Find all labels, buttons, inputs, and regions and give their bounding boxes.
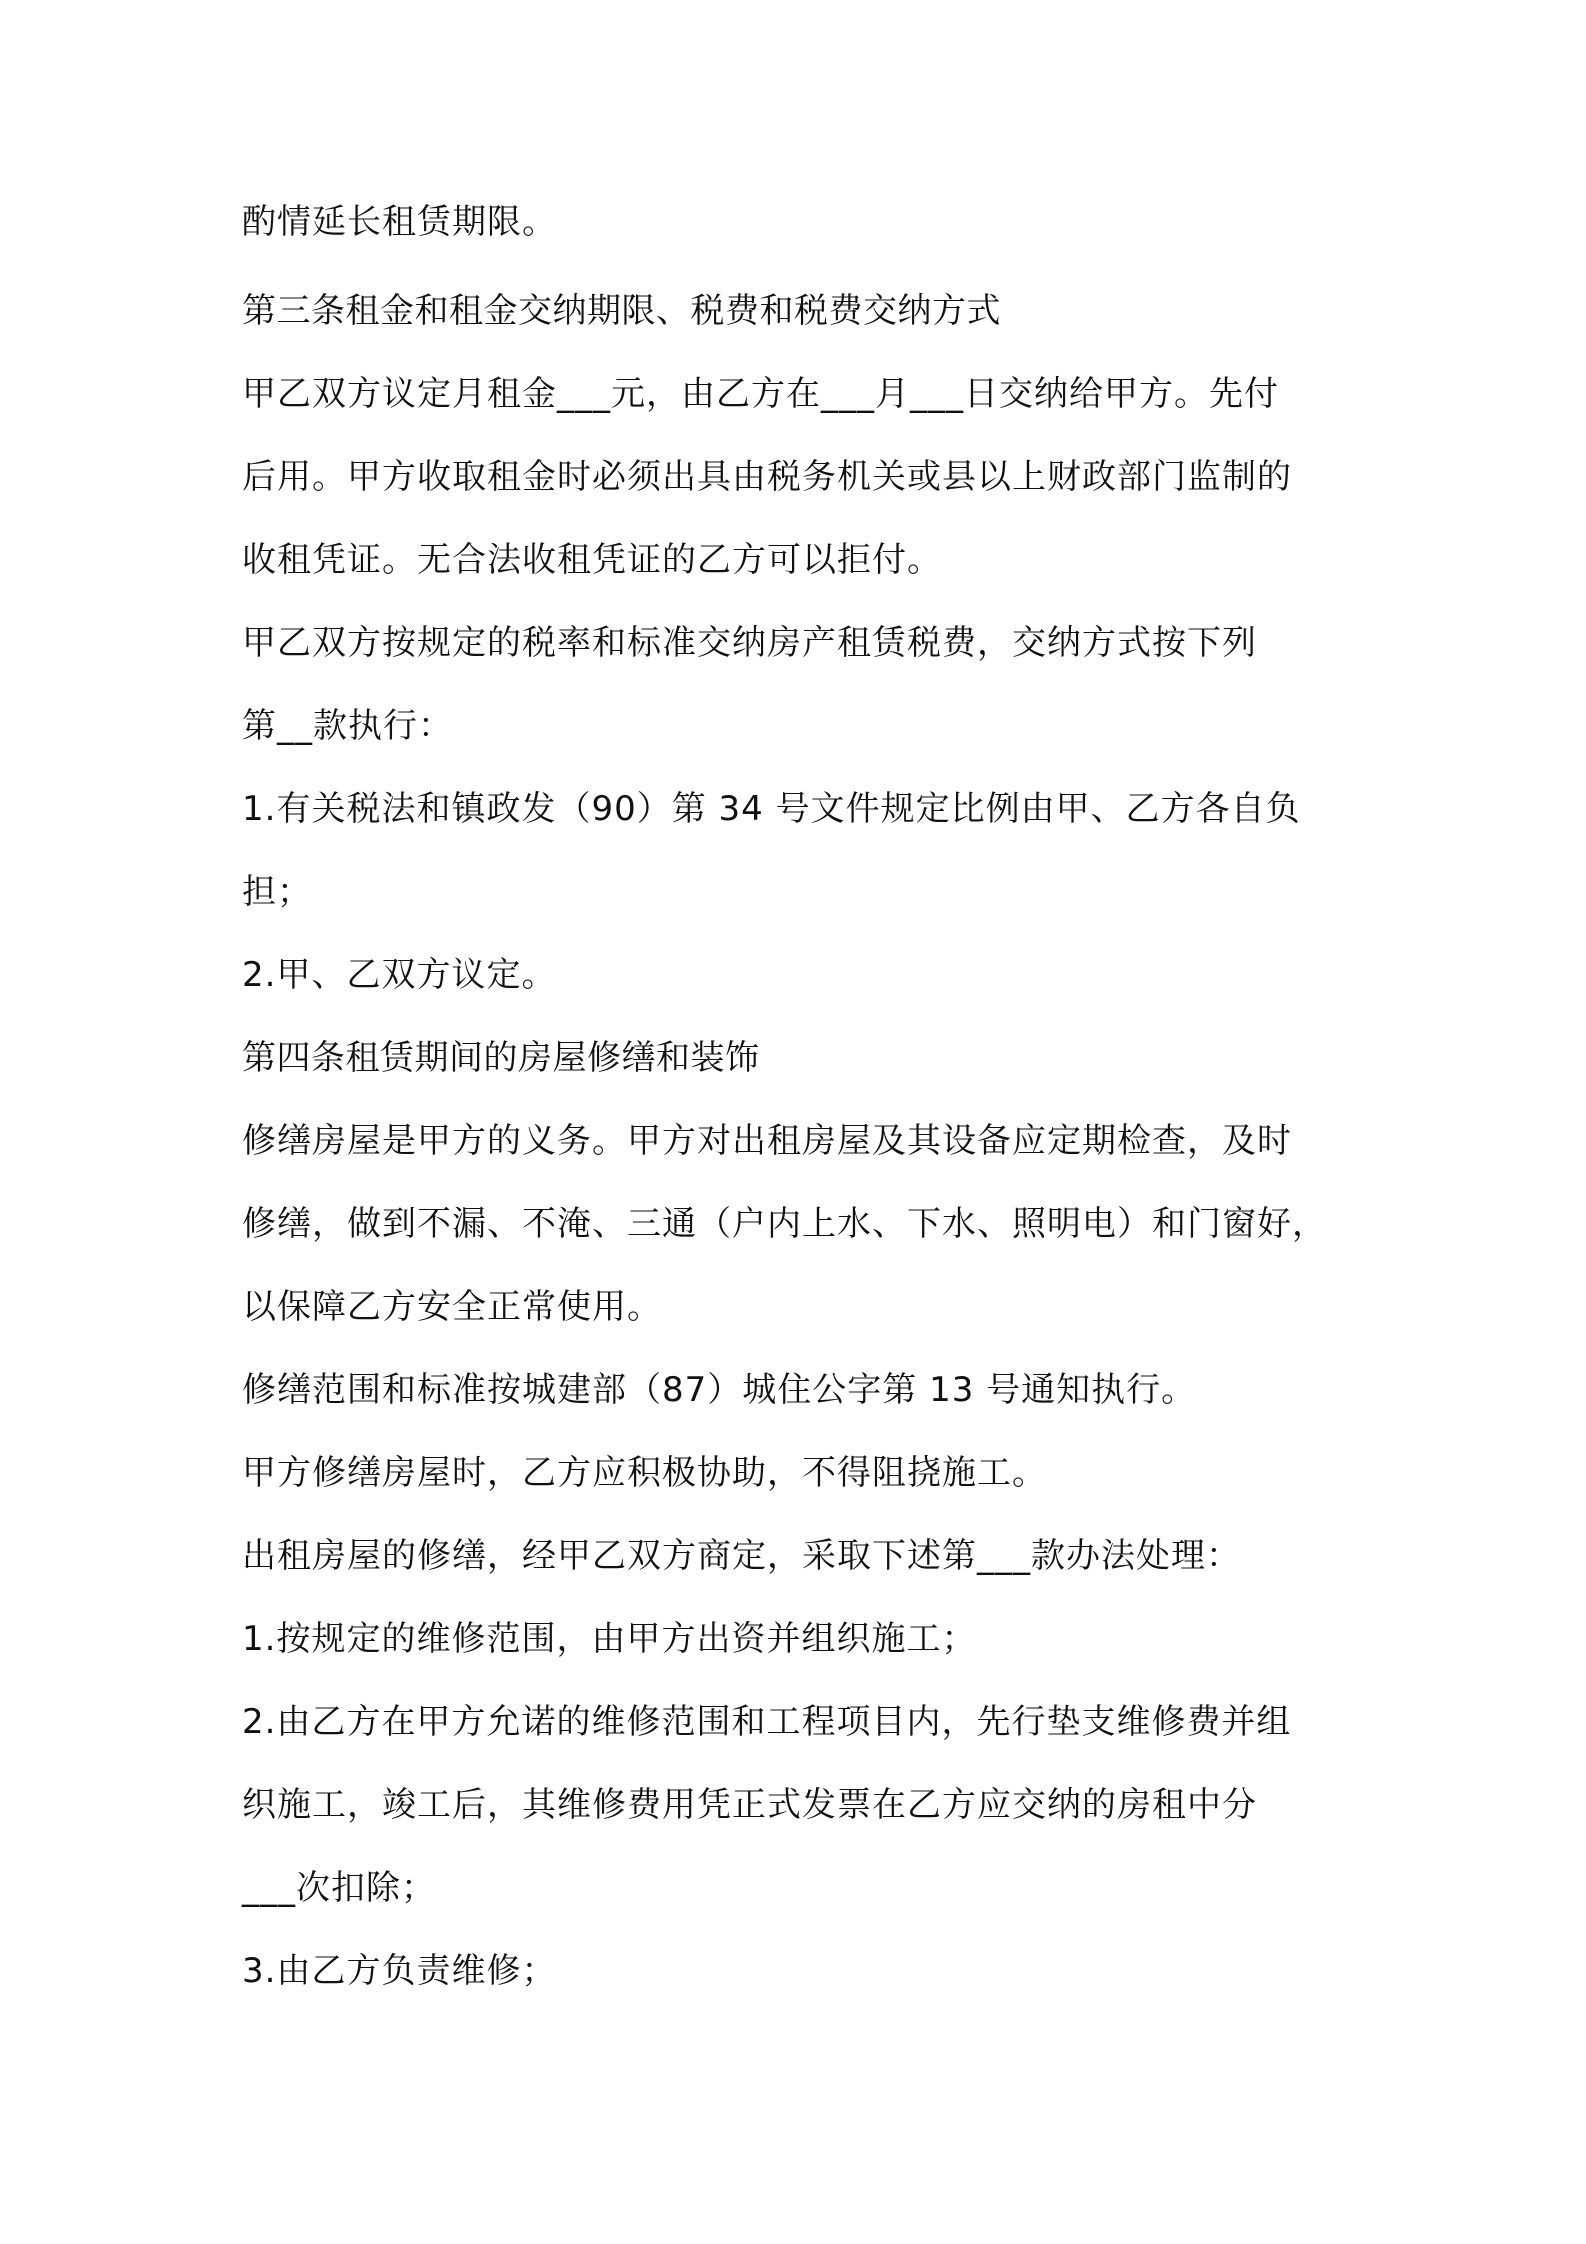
text-line: 酌情延长租赁期限。	[242, 202, 557, 242]
list-item: 2.甲、乙双方议定。	[242, 955, 557, 995]
text-line: 第__款执行：	[242, 706, 453, 746]
list-item-continuation: ___次扣除；	[242, 1868, 436, 1908]
text-line: 后用。甲方收取租金时必须出具由税务机关或县以上财政部门监制的	[242, 457, 1292, 497]
list-item-continuation: 担；	[242, 872, 312, 912]
text-line: 收租凭证。无合法收租凭证的乙方可以拒付。	[242, 540, 942, 580]
text-line: 出租房屋的修缮，经甲乙双方商定，采取下述第___款办法处理：	[242, 1536, 1241, 1576]
text-line: 修缮，做到不漏、不淹、三通（户内上水、下水、照明电）和门窗好，	[242, 1204, 1327, 1244]
section-heading-article-3: 第三条租金和租金交纳期限、税费和税费交纳方式	[242, 291, 1001, 331]
text-line: 修缮范围和标准按城建部（87）城住公字第 13 号通知执行。	[242, 1370, 1197, 1410]
list-item: 2.由乙方在甲方允诺的维修范围和工程项目内，先行垫支维修费并组	[242, 1702, 1292, 1742]
text-line: 修缮房屋是甲方的义务。甲方对出租房屋及其设备应定期检查，及时	[242, 1121, 1292, 1161]
text-line: 以保障乙方安全正常使用。	[242, 1287, 662, 1327]
list-item-continuation: 织施工，竣工后，其维修费用凭正式发票在乙方应交纳的房租中分	[242, 1785, 1257, 1825]
text-line: 甲方修缮房屋时，乙方应积极协助，不得阻挠施工。	[242, 1453, 1047, 1493]
text-line: 甲乙双方按规定的税率和标准交纳房产租赁税费，交纳方式按下列	[242, 623, 1257, 663]
text-line: 甲乙双方议定月租金___元，由乙方在___月___日交纳给甲方。先付	[242, 374, 1279, 414]
list-item: 3.由乙方负责维修；	[242, 1951, 557, 1991]
list-item: 1.有关税法和镇政发（90）第 34 号文件规定比例由甲、乙方各自负	[242, 789, 1301, 829]
list-item: 1.按规定的维修范围，由甲方出资并组织施工；	[242, 1619, 977, 1659]
section-heading-article-4: 第四条租赁期间的房屋修缮和装饰	[242, 1038, 760, 1078]
